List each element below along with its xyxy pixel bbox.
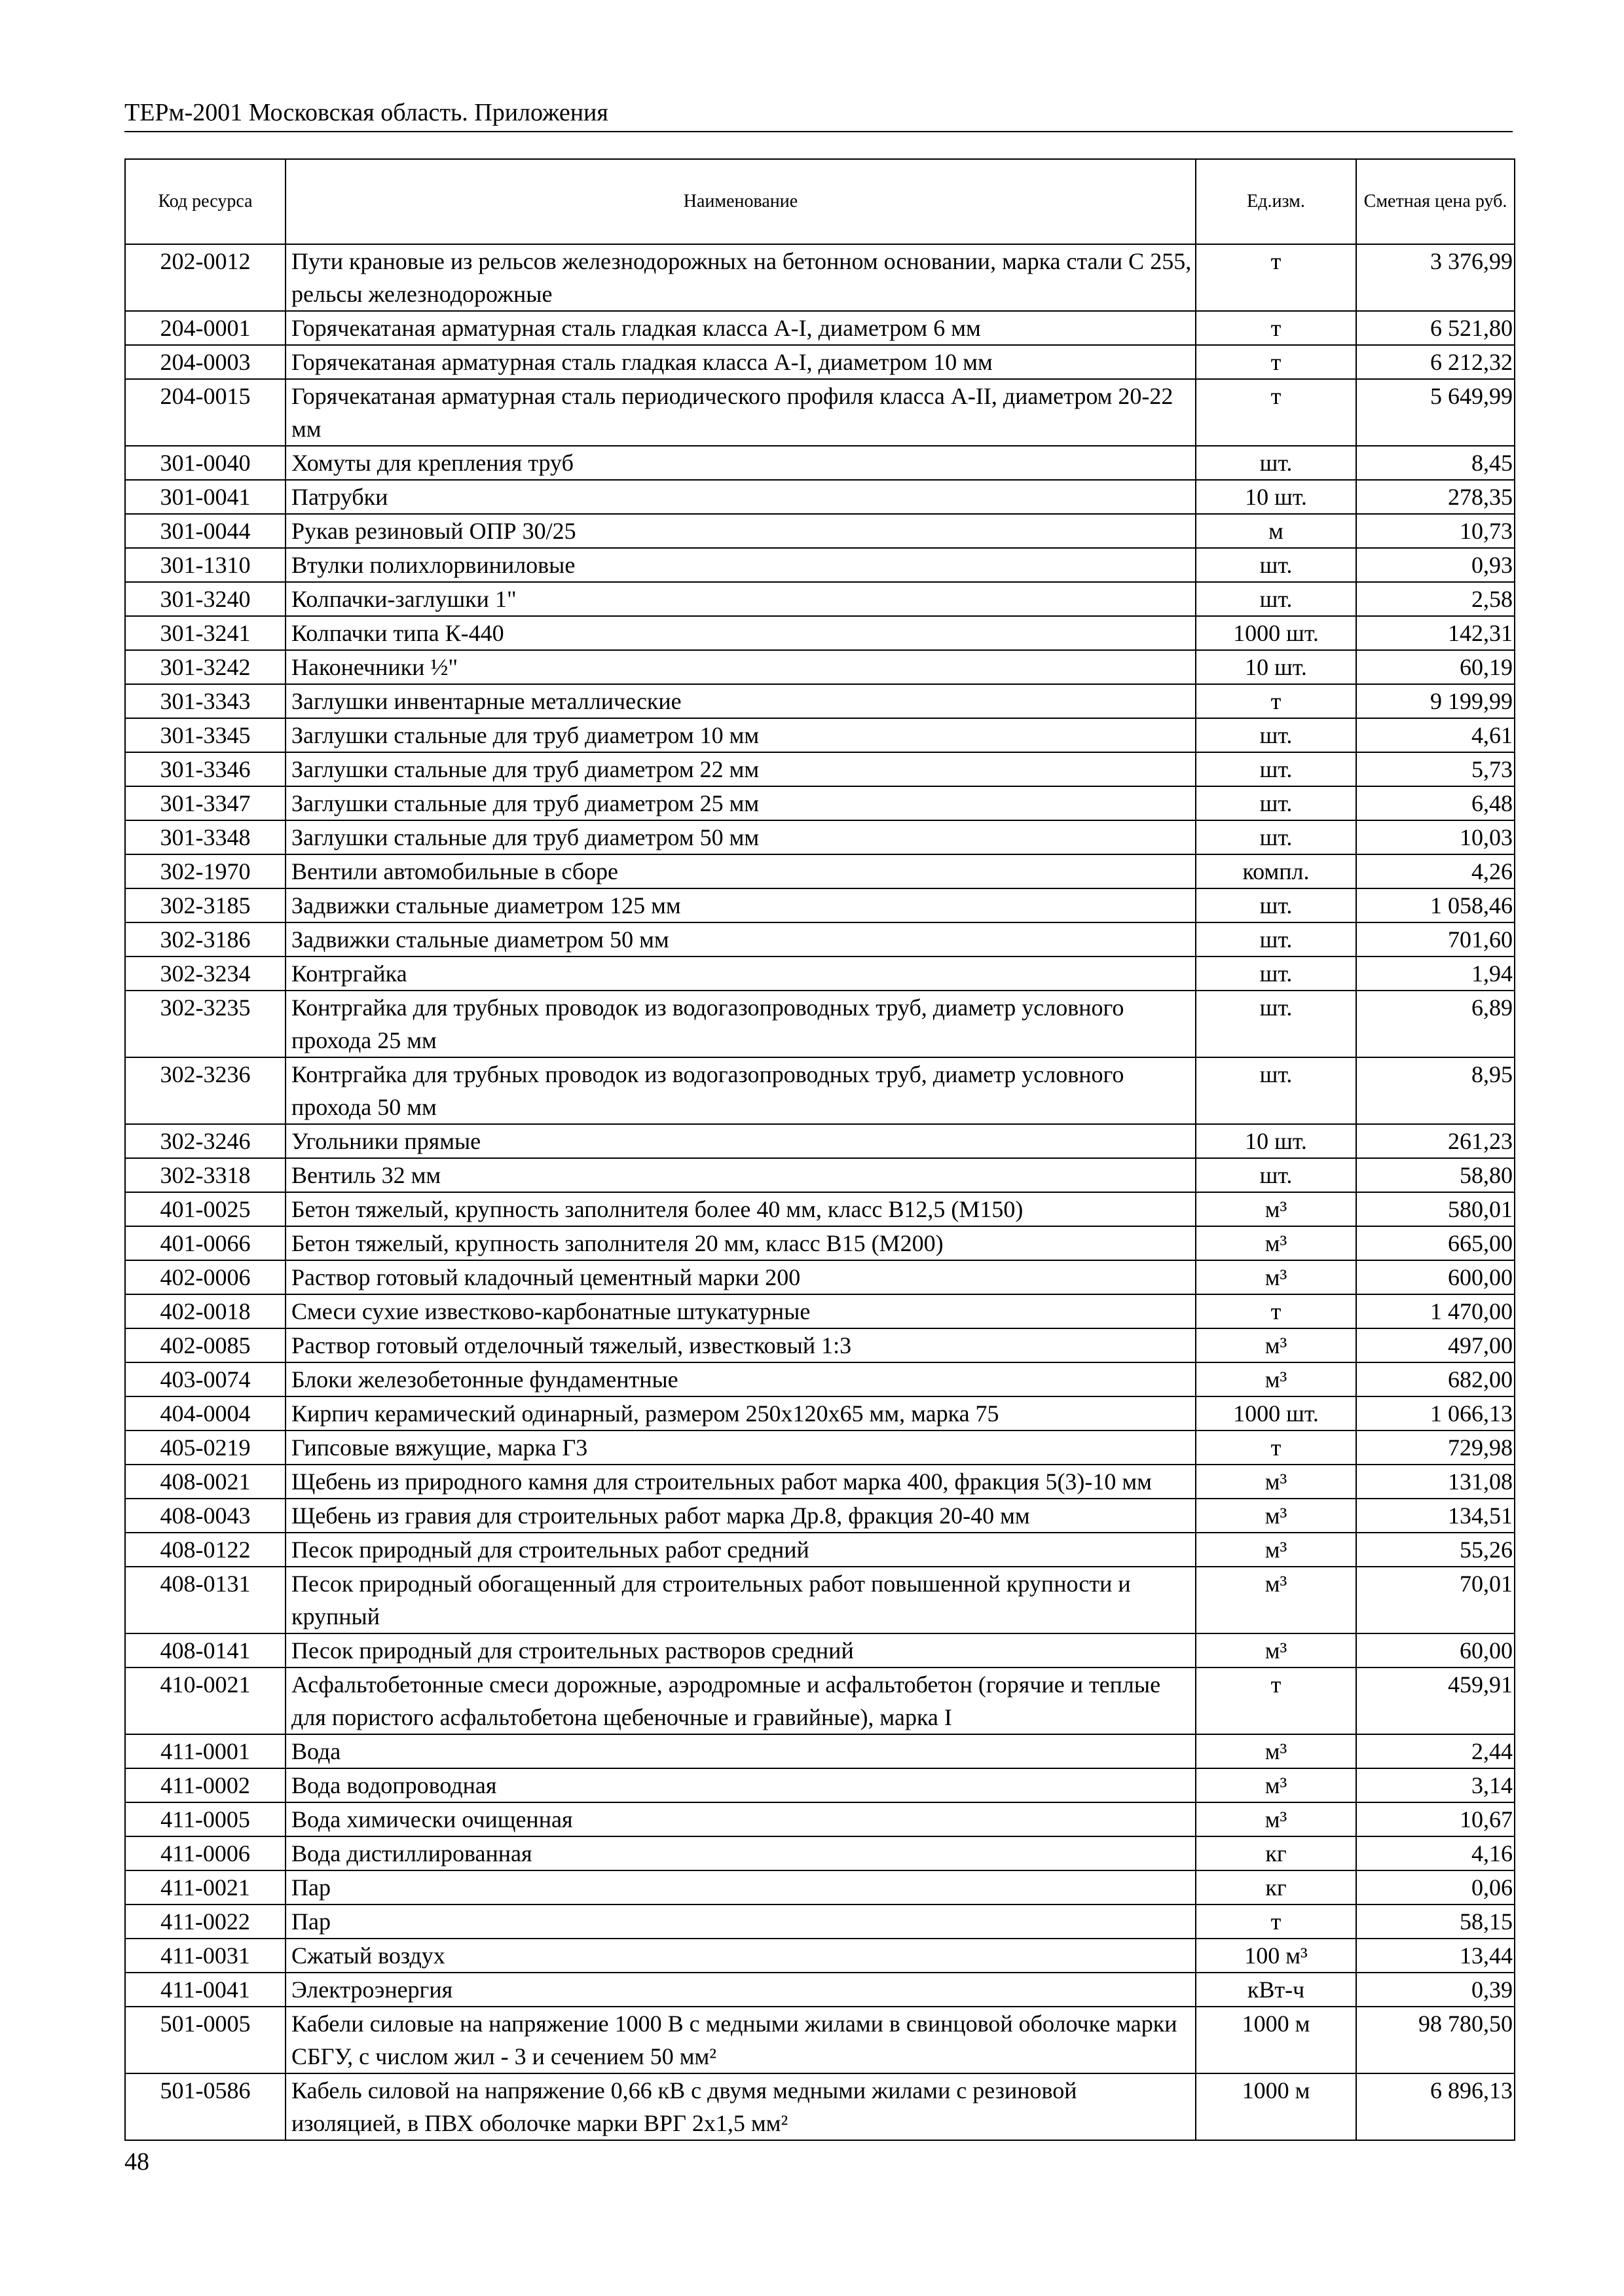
cell-unit: 1000 м xyxy=(1196,2007,1356,2073)
cell-name: Наконечники ½" xyxy=(286,650,1196,684)
cell-name: Задвижки стальные диаметром 125 мм xyxy=(286,888,1196,922)
cell-code: 410-0021 xyxy=(125,1667,286,1734)
cell-price: 6,48 xyxy=(1356,786,1515,820)
cell-price: 701,60 xyxy=(1356,922,1515,957)
cell-price: 3 376,99 xyxy=(1356,244,1515,311)
cell-price: 4,16 xyxy=(1356,1836,1515,1870)
cell-code: 302-3185 xyxy=(125,888,286,922)
cell-name: Бетон тяжелый, крупность заполнителя более 40 мм, класс В12,5 (М150) xyxy=(286,1192,1196,1226)
table-body xyxy=(125,244,1515,2140)
cell-name: Раствор готовый кладочный цементный марки 200 xyxy=(286,1260,1196,1294)
cell-name: Щебень из природного камня для строительных работ марка 400, фракция 5(3)-10 мм xyxy=(286,1465,1196,1499)
table-row xyxy=(125,1430,1515,1465)
cell-price: 600,00 xyxy=(1356,1260,1515,1294)
cell-code: 302-3235 xyxy=(125,991,286,1057)
cell-unit: м³ xyxy=(1196,1226,1356,1260)
cell-code: 301-1310 xyxy=(125,548,286,582)
table-row xyxy=(125,1533,1515,1567)
table-row xyxy=(125,854,1515,888)
cell-price: 58,15 xyxy=(1356,1904,1515,1939)
cell-unit: м³ xyxy=(1196,1328,1356,1362)
cell-unit: м³ xyxy=(1196,1260,1356,1294)
cell-unit: т xyxy=(1196,1904,1356,1939)
cell-code: 302-3234 xyxy=(125,957,286,991)
table-row xyxy=(125,1499,1515,1533)
table-row xyxy=(125,1260,1515,1294)
cell-code: 401-0066 xyxy=(125,1226,286,1260)
cell-name: Вентиль 32 мм xyxy=(286,1158,1196,1192)
table-row xyxy=(125,480,1515,514)
table-row xyxy=(125,1802,1515,1836)
table-row xyxy=(125,684,1515,718)
cell-unit: шт. xyxy=(1196,922,1356,957)
cell-unit: 10 шт. xyxy=(1196,480,1356,514)
cell-name: Заглушки стальные для труб диаметром 22 мм xyxy=(286,752,1196,786)
cell-name: Пар xyxy=(286,1904,1196,1939)
cell-price: 70,01 xyxy=(1356,1567,1515,1633)
page-header: ТЕРм-2001 Московская область. Приложения xyxy=(124,98,1513,132)
cell-price: 1 066,13 xyxy=(1356,1396,1515,1430)
cell-price: 6 212,32 xyxy=(1356,345,1515,379)
cell-price: 3,14 xyxy=(1356,1768,1515,1802)
cell-name: Колпачки-заглушки 1" xyxy=(286,582,1196,616)
cell-unit: т xyxy=(1196,1294,1356,1328)
table-row xyxy=(125,1192,1515,1226)
cell-name: Пути крановые из рельсов железнодорожных на бетонном основании, марка стали С 255, рельсы железнодорожные xyxy=(286,244,1196,311)
cell-unit: шт. xyxy=(1196,786,1356,820)
cell-price: 8,45 xyxy=(1356,446,1515,480)
cell-name: Гипсовые вяжущие, марка Г3 xyxy=(286,1430,1196,1465)
cell-price: 1,94 xyxy=(1356,957,1515,991)
cell-code: 408-0141 xyxy=(125,1633,286,1667)
cell-unit: т xyxy=(1196,1430,1356,1465)
cell-price: 142,31 xyxy=(1356,616,1515,650)
cell-name: Вентили автомобильные в сборе xyxy=(286,854,1196,888)
cell-name: Асфальтобетонные смеси дорожные, аэродромные и асфальтобетон (горячие и теплые для пористого асфальтобетона щебеночные и гравийные), марка I xyxy=(286,1667,1196,1734)
cell-price: 0,06 xyxy=(1356,1870,1515,1904)
table-row xyxy=(125,514,1515,548)
cell-name: Горячекатаная арматурная сталь гладкая класса А-I, диаметром 6 мм xyxy=(286,311,1196,345)
cell-unit: 10 шт. xyxy=(1196,1124,1356,1158)
cell-code: 301-3343 xyxy=(125,684,286,718)
cell-code: 301-0041 xyxy=(125,480,286,514)
cell-price: 459,91 xyxy=(1356,1667,1515,1734)
cell-price: 10,67 xyxy=(1356,1802,1515,1836)
cell-price: 0,39 xyxy=(1356,1973,1515,2007)
cell-price: 261,23 xyxy=(1356,1124,1515,1158)
column-header-name: Наименование xyxy=(286,159,1196,244)
cell-unit: т xyxy=(1196,684,1356,718)
cell-code: 204-0001 xyxy=(125,311,286,345)
cell-name: Контргайка xyxy=(286,957,1196,991)
table-row xyxy=(125,752,1515,786)
cell-name: Вода химически очищенная xyxy=(286,1802,1196,1836)
table-row xyxy=(125,1396,1515,1430)
cell-code: 402-0085 xyxy=(125,1328,286,1362)
table-row xyxy=(125,1294,1515,1328)
cell-name: Кабели силовые на напряжение 1000 В с медными жилами в свинцовой оболочке марки СБГУ, с числом жил - 3 и сечением 50 мм² xyxy=(286,2007,1196,2073)
cell-name: Кабель силовой на напряжение 0,66 кВ с двумя медными жилами с резиновой изоляцией, в ПВХ оболочке марки ВРГ 2х1,5 мм² xyxy=(286,2073,1196,2140)
cell-unit: шт. xyxy=(1196,1158,1356,1192)
cell-code: 411-0002 xyxy=(125,1768,286,1802)
table-row xyxy=(125,345,1515,379)
cell-price: 10,73 xyxy=(1356,514,1515,548)
cell-price: 2,44 xyxy=(1356,1734,1515,1768)
cell-code: 405-0219 xyxy=(125,1430,286,1465)
cell-name: Рукав резиновый ОПР 30/25 xyxy=(286,514,1196,548)
cell-name: Кирпич керамический одинарный, размером 250х120х65 мм, марка 75 xyxy=(286,1396,1196,1430)
cell-unit: шт. xyxy=(1196,582,1356,616)
cell-price: 6 521,80 xyxy=(1356,311,1515,345)
cell-unit: т xyxy=(1196,311,1356,345)
cell-price: 2,58 xyxy=(1356,582,1515,616)
table-row xyxy=(125,379,1515,446)
cell-unit: шт. xyxy=(1196,957,1356,991)
cell-name: Сжатый воздух xyxy=(286,1939,1196,1973)
cell-name: Песок природный для строительных растворов средний xyxy=(286,1633,1196,1667)
resource-price-table xyxy=(124,158,1515,2141)
cell-unit: кг xyxy=(1196,1836,1356,1870)
table-row xyxy=(125,548,1515,582)
cell-price: 13,44 xyxy=(1356,1939,1515,1973)
table-row xyxy=(125,616,1515,650)
cell-name: Песок природный обогащенный для строительных работ повышенной крупности и крупный xyxy=(286,1567,1196,1633)
cell-code: 301-0044 xyxy=(125,514,286,548)
table-row xyxy=(125,1465,1515,1499)
cell-price: 60,19 xyxy=(1356,650,1515,684)
table-row xyxy=(125,820,1515,854)
cell-name: Патрубки xyxy=(286,480,1196,514)
cell-price: 4,26 xyxy=(1356,854,1515,888)
table-row xyxy=(125,582,1515,616)
table-row xyxy=(125,1973,1515,2007)
column-header-price: Сметная цена руб. xyxy=(1356,159,1515,244)
cell-name: Горячекатаная арматурная сталь гладкая класса А-I, диаметром 10 мм xyxy=(286,345,1196,379)
cell-unit: шт. xyxy=(1196,1057,1356,1124)
cell-price: 6,89 xyxy=(1356,991,1515,1057)
cell-unit: шт. xyxy=(1196,752,1356,786)
cell-unit: м³ xyxy=(1196,1768,1356,1802)
cell-unit: т xyxy=(1196,1667,1356,1734)
cell-code: 302-3246 xyxy=(125,1124,286,1158)
cell-code: 408-0043 xyxy=(125,1499,286,1533)
cell-name: Втулки полихлорвиниловые xyxy=(286,548,1196,582)
cell-code: 402-0018 xyxy=(125,1294,286,1328)
cell-price: 6 896,13 xyxy=(1356,2073,1515,2140)
cell-code: 301-3241 xyxy=(125,616,286,650)
cell-price: 8,95 xyxy=(1356,1057,1515,1124)
cell-code: 302-3236 xyxy=(125,1057,286,1124)
cell-unit: шт. xyxy=(1196,888,1356,922)
table-row xyxy=(125,718,1515,752)
cell-unit: м³ xyxy=(1196,1533,1356,1567)
table-row xyxy=(125,2073,1515,2140)
cell-unit: м³ xyxy=(1196,1567,1356,1633)
cell-unit: м³ xyxy=(1196,1192,1356,1226)
cell-unit: 100 м³ xyxy=(1196,1939,1356,1973)
table-row xyxy=(125,1939,1515,1973)
cell-unit: м xyxy=(1196,514,1356,548)
cell-code: 402-0006 xyxy=(125,1260,286,1294)
cell-unit: м³ xyxy=(1196,1362,1356,1396)
cell-price: 5 649,99 xyxy=(1356,379,1515,446)
cell-code: 411-0006 xyxy=(125,1836,286,1870)
cell-unit: т xyxy=(1196,244,1356,311)
cell-name: Заглушки стальные для труб диаметром 50 мм xyxy=(286,820,1196,854)
cell-unit: 1000 шт. xyxy=(1196,1396,1356,1430)
cell-price: 58,80 xyxy=(1356,1158,1515,1192)
cell-name: Смеси сухие известково-карбонатные штукатурные xyxy=(286,1294,1196,1328)
cell-unit: 1000 м xyxy=(1196,2073,1356,2140)
table-row xyxy=(125,1768,1515,1802)
cell-unit: кВт-ч xyxy=(1196,1973,1356,2007)
cell-name: Задвижки стальные диаметром 50 мм xyxy=(286,922,1196,957)
cell-price: 0,93 xyxy=(1356,548,1515,582)
cell-code: 302-1970 xyxy=(125,854,286,888)
page-number: 48 xyxy=(124,2148,149,2176)
cell-code: 301-3347 xyxy=(125,786,286,820)
cell-name: Контргайка для трубных проводок из водогазопроводных труб, диаметр условного прохода 25 мм xyxy=(286,991,1196,1057)
cell-code: 411-0005 xyxy=(125,1802,286,1836)
cell-code: 408-0122 xyxy=(125,1533,286,1567)
table-row xyxy=(125,1328,1515,1362)
cell-name: Заглушки стальные для труб диаметром 10 мм xyxy=(286,718,1196,752)
cell-price: 682,00 xyxy=(1356,1362,1515,1396)
table-row xyxy=(125,1836,1515,1870)
cell-code: 302-3186 xyxy=(125,922,286,957)
table-row xyxy=(125,244,1515,311)
table-row xyxy=(125,1158,1515,1192)
column-header-code: Код ресурса xyxy=(125,159,286,244)
table-row xyxy=(125,1057,1515,1124)
table-row xyxy=(125,991,1515,1057)
table-row xyxy=(125,650,1515,684)
cell-unit: 1000 шт. xyxy=(1196,616,1356,650)
table-row xyxy=(125,1667,1515,1734)
cell-price: 729,98 xyxy=(1356,1430,1515,1465)
cell-price: 55,26 xyxy=(1356,1533,1515,1567)
table-row xyxy=(125,1904,1515,1939)
cell-code: 404-0004 xyxy=(125,1396,286,1430)
cell-unit: м³ xyxy=(1196,1802,1356,1836)
cell-code: 301-3348 xyxy=(125,820,286,854)
cell-name: Блоки железобетонные фундаментные xyxy=(286,1362,1196,1396)
cell-price: 1 470,00 xyxy=(1356,1294,1515,1328)
cell-unit: м³ xyxy=(1196,1465,1356,1499)
cell-code: 301-3240 xyxy=(125,582,286,616)
table-row xyxy=(125,1633,1515,1667)
cell-name: Песок природный для строительных работ средний xyxy=(286,1533,1196,1567)
cell-code: 301-3345 xyxy=(125,718,286,752)
cell-code: 204-0003 xyxy=(125,345,286,379)
cell-code: 301-3346 xyxy=(125,752,286,786)
cell-name: Горячекатаная арматурная сталь периодического профиля класса А-II, диаметром 20-22 мм xyxy=(286,379,1196,446)
cell-unit: м³ xyxy=(1196,1633,1356,1667)
cell-unit: компл. xyxy=(1196,854,1356,888)
cell-price: 1 058,46 xyxy=(1356,888,1515,922)
table-row xyxy=(125,1734,1515,1768)
cell-name: Контргайка для трубных проводок из водогазопроводных труб, диаметр условного прохода 50 мм xyxy=(286,1057,1196,1124)
cell-name: Хомуты для крепления труб xyxy=(286,446,1196,480)
cell-price: 665,00 xyxy=(1356,1226,1515,1260)
cell-unit: шт. xyxy=(1196,718,1356,752)
cell-name: Раствор готовый отделочный тяжелый, известковый 1:3 xyxy=(286,1328,1196,1362)
table-row xyxy=(125,786,1515,820)
cell-name: Пар xyxy=(286,1870,1196,1904)
cell-code: 411-0031 xyxy=(125,1939,286,1973)
cell-unit: 10 шт. xyxy=(1196,650,1356,684)
table-row xyxy=(125,1567,1515,1633)
cell-unit: т xyxy=(1196,345,1356,379)
cell-price: 278,35 xyxy=(1356,480,1515,514)
cell-name: Вода водопроводная xyxy=(286,1768,1196,1802)
table-row xyxy=(125,2007,1515,2073)
cell-price: 9 199,99 xyxy=(1356,684,1515,718)
cell-name: Заглушки инвентарные металлические xyxy=(286,684,1196,718)
table-row xyxy=(125,1124,1515,1158)
table-row xyxy=(125,1362,1515,1396)
cell-code: 411-0022 xyxy=(125,1904,286,1939)
table-row xyxy=(125,446,1515,480)
cell-price: 580,01 xyxy=(1356,1192,1515,1226)
cell-code: 501-0586 xyxy=(125,2073,286,2140)
cell-code: 411-0001 xyxy=(125,1734,286,1768)
cell-price: 5,73 xyxy=(1356,752,1515,786)
cell-unit: т xyxy=(1196,379,1356,446)
cell-unit: м³ xyxy=(1196,1734,1356,1768)
cell-name: Угольники прямые xyxy=(286,1124,1196,1158)
table-row xyxy=(125,888,1515,922)
cell-code: 411-0041 xyxy=(125,1973,286,2007)
cell-unit: шт. xyxy=(1196,446,1356,480)
table-header-row xyxy=(125,159,1515,244)
cell-code: 403-0074 xyxy=(125,1362,286,1396)
table-row xyxy=(125,922,1515,957)
table-row xyxy=(125,957,1515,991)
cell-unit: шт. xyxy=(1196,820,1356,854)
cell-price: 134,51 xyxy=(1356,1499,1515,1533)
cell-name: Вода xyxy=(286,1734,1196,1768)
cell-code: 301-3242 xyxy=(125,650,286,684)
cell-code: 411-0021 xyxy=(125,1870,286,1904)
cell-unit: шт. xyxy=(1196,548,1356,582)
cell-code: 401-0025 xyxy=(125,1192,286,1226)
table-row xyxy=(125,1226,1515,1260)
table-row xyxy=(125,311,1515,345)
cell-name: Колпачки типа К-440 xyxy=(286,616,1196,650)
cell-name: Электроэнергия xyxy=(286,1973,1196,2007)
cell-price: 497,00 xyxy=(1356,1328,1515,1362)
cell-code: 302-3318 xyxy=(125,1158,286,1192)
cell-name: Вода дистиллированная xyxy=(286,1836,1196,1870)
cell-price: 98 780,50 xyxy=(1356,2007,1515,2073)
cell-price: 10,03 xyxy=(1356,820,1515,854)
cell-code: 202-0012 xyxy=(125,244,286,311)
table-row xyxy=(125,1870,1515,1904)
cell-name: Бетон тяжелый, крупность заполнителя 20 мм, класс В15 (М200) xyxy=(286,1226,1196,1260)
cell-code: 408-0131 xyxy=(125,1567,286,1633)
column-header-unit: Ед.изм. xyxy=(1196,159,1356,244)
cell-code: 408-0021 xyxy=(125,1465,286,1499)
cell-code: 204-0015 xyxy=(125,379,286,446)
cell-code: 501-0005 xyxy=(125,2007,286,2073)
cell-price: 131,08 xyxy=(1356,1465,1515,1499)
cell-unit: шт. xyxy=(1196,991,1356,1057)
cell-unit: м³ xyxy=(1196,1499,1356,1533)
cell-name: Заглушки стальные для труб диаметром 25 мм xyxy=(286,786,1196,820)
cell-price: 60,00 xyxy=(1356,1633,1515,1667)
cell-price: 4,61 xyxy=(1356,718,1515,752)
cell-code: 301-0040 xyxy=(125,446,286,480)
cell-unit: кг xyxy=(1196,1870,1356,1904)
cell-name: Щебень из гравия для строительных работ марка Др.8, фракция 20-40 мм xyxy=(286,1499,1196,1533)
